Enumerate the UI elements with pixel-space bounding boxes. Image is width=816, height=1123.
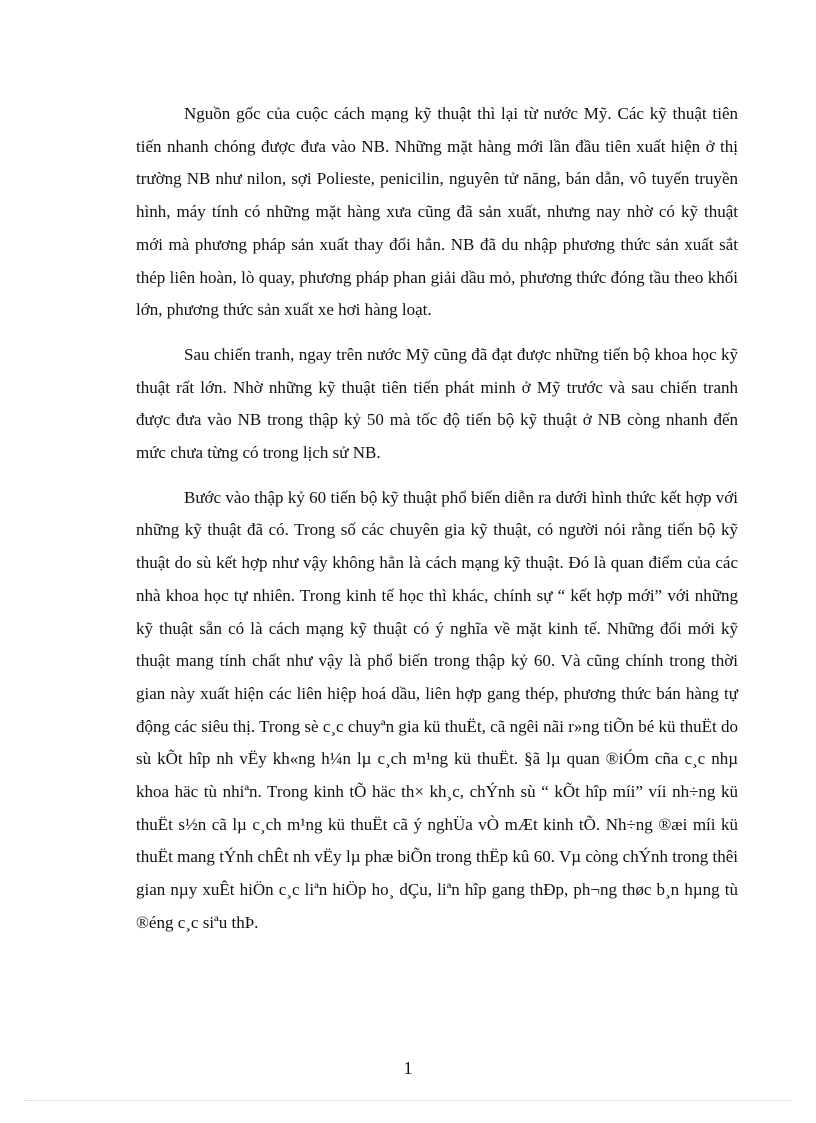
paragraph-2: Sau chiến tranh, ngay trên nước Mỹ cũng đã đạt được những tiến bộ khoa học kỹ thuật rất lớn. Nhờ những kỹ thuật tiên tiến phát minh ở Mỹ trước và sau chiến tranh được đưa vào NB trong thập kỷ 50 mà tốc độ tiến bộ kỹ thuật ở NB còng nhanh đến mức chưa từng có trong lịch sử NB. [136, 344, 738, 463]
paragraph-3: Bước vào thập kỷ 60 tiến bộ kỹ thuật phổ biến diễn ra dưới hình thức kết hợp với những kỹ thuật đã có. Trong số các chuyên gia kỹ thuật, có người nói rằng tiến bộ kỹ thuật do sù kết hợp như vậy không hẳn là cách mạng kỹ thuật. Đó là quan điểm của các nhà khoa học tự nhiên. Trong kinh tế học thì khác, chính sự “ kết hợp mới” với những kỹ thuật sẵn có là cách mạng kỹ thuật có ý nghĩa về mặt kinh tế. Những đổi mới kỹ thuật mang tính chất như vậy là phổ biến trong thập kỷ 60. Và cũng chính trong thời gian này xuất hiện các liên hiệp hoá dầu, liên hợp gang thép, phương thức bán hàng tự động các siêu thị. Trong sè c¸c chuyªn gia kü thuËt, cã ngêi nãi r»ng tiÕn bé kü thuËt do sù kÕt hîp nh vËy kh«ng h¼n lµ c¸ch m¹ng kü thuËt. §ã lµ quan ®iÓm cña c¸c nhµ khoa häc tù nhiªn. Trong kinh tÕ häc th× kh¸c, chÝnh sù “ kÕt hîp míi” víi nh÷ng kü thuËt s½n cã lµ c¸ch m¹ng kü thuËt cã ý nghÜa vÒ mÆt kinh tÕ. Nh÷ng ®æi míi kü thuËt mang tÝnh chÊt nh vËy lµ phæ biÕn trong thËp kû 60. Vµ còng chÝnh trong thêi gian nµy xuÊt hiÖn c¸c liªn hiÖp ho¸ dÇu, liªn hîp gang thÐp, ph¬ng thøc b¸n hµng tù ®éng c¸c siªu thÞ. [136, 487, 738, 932]
paragraph-1: Nguồn gốc của cuộc cách mạng kỹ thuật thì lại từ nước Mỹ. Các kỹ thuật tiên tiến nhanh chóng được đưa vào NB. Những mặt hàng mới lần đầu tiên xuất hiện ở thị trường NB như nilon, sợi Polieste, penicilin, nguyên tử năng, bán dẫn, vô tuyến truyền hình, máy tính có những mặt hàng xưa cũng đã sản xuất, nhưng nay nhờ có kỹ thuật mới mà phương pháp sản xuất thay đổi hẳn. NB đã du nhập phương thức sản xuất sắt thép liên hoàn, lò quay, phương pháp phan giải dầu mỏ, phương thức đóng tầu theo khối lớn, phương thức sản xuất xe hơi hàng loạt. [136, 104, 738, 320]
page-number: 1 [403, 1058, 413, 1078]
footer-divider [24, 1100, 792, 1101]
document-body [136, 98, 738, 940]
